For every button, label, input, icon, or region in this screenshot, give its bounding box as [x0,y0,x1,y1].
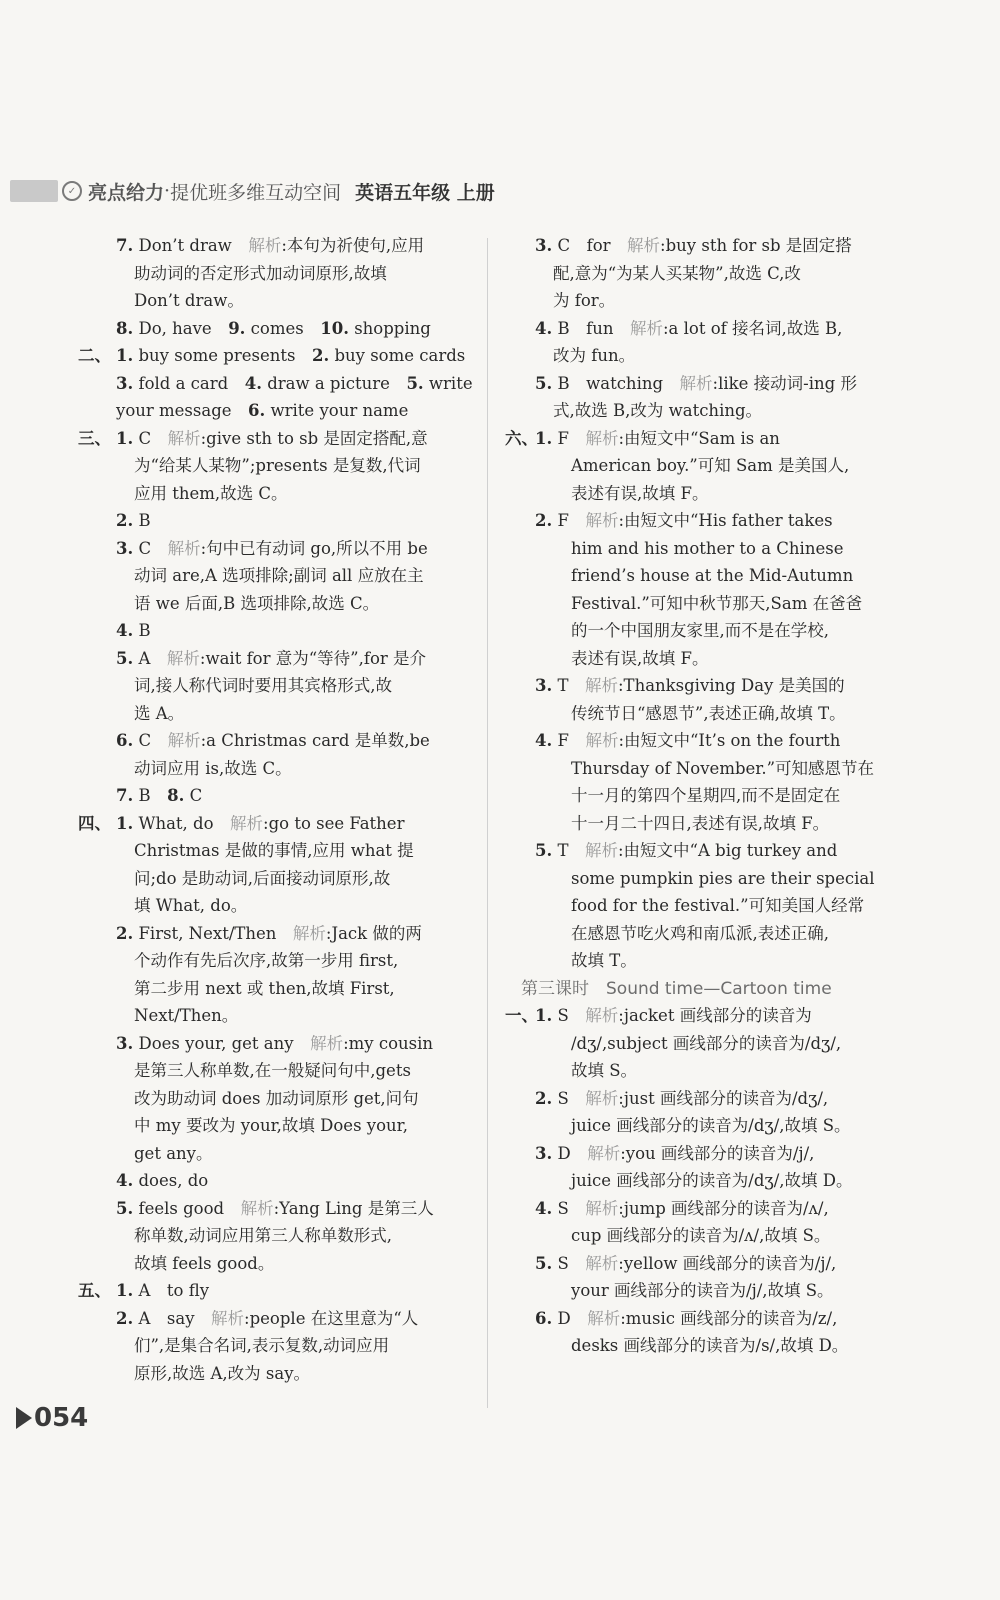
answer-text: friend’s house at the Mid-Autumn [571,566,854,585]
answer-text: 应用 them,故选 C。 [134,483,288,503]
answer-text: get any。 [134,1143,213,1163]
section-number: 六、 [505,428,538,448]
series-name: 亮点给力 [88,181,165,204]
answer-line [505,1332,890,1360]
answer-line [505,727,890,755]
answer-line [78,727,478,755]
answer-line [505,507,890,535]
answer-text: 改为 fun。 [553,346,636,365]
answer-text: food for the festival.”可知美国人经常 [571,896,865,915]
answer-line [78,1332,478,1360]
answer-text: 十一月二十四日,表述有误,故填 F。 [571,813,830,833]
answer-line [505,892,890,920]
answer-line [78,1112,478,1140]
answer-text: 故填 S。 [571,1061,638,1080]
answer-line [78,700,478,728]
answer-text: juice 画线部分的读音为/dʒ/,故填 S。 [571,1116,851,1135]
answer-text: Thursday of November.”可知感恩节在 [571,758,875,778]
answer-text: 7. Don’t draw 解析:本句为祈使句,应用 [116,236,425,255]
answer-text: 故填 T。 [571,951,637,970]
answer-text: 3. D 解析:you 画线部分的读音为/j/, [535,1143,815,1163]
answer-line [505,232,890,260]
answer-line [505,342,890,370]
answer-text: 助动词的否定形式加动词原形,故填 [134,263,387,283]
answer-text: your message 6. write your name [116,401,409,420]
answer-line [78,672,478,700]
answer-line [78,755,478,783]
answer-text: 选 A。 [134,703,185,723]
answer-text: 4. B fun 解析:a lot of 接名词,故选 B, [535,318,843,338]
answer-line [505,1167,890,1195]
answer-text: 为 for。 [553,291,616,310]
answer-line [78,1360,478,1388]
answer-line [78,1305,478,1333]
answer-text: 1. A to fly [116,1281,210,1300]
answer-line [505,1030,890,1058]
answer-text: 4. B [116,621,151,640]
answer-line [78,810,478,838]
answer-text: 中 my 要改为 your,故填 Does your, [134,1116,408,1135]
answer-line [505,947,890,975]
answer-text: 5. T 解析:由短文中“A big turkey and [535,841,838,860]
answer-text: 4. F 解析:由短文中“It’s on the fourth [535,731,841,750]
answer-line [78,1140,478,1168]
page-header [10,176,610,206]
answer-text: 1. F 解析:由短文中“Sam is an [535,428,780,448]
answer-text: 为“给某人某物”;presents 是复数,代词 [134,456,421,475]
answer-text: 1. What, do 解析:go to see Father [116,813,405,833]
answer-line [78,1222,478,1250]
answer-line [505,645,890,673]
right-answer-column [505,232,890,1360]
answer-line [505,672,890,700]
answer-line [78,975,478,1003]
answer-text: some pumpkin pies are their special [571,868,875,888]
answer-line [505,562,890,590]
answer-line [505,1085,890,1113]
answer-text: 3. fold a card 4. draw a picture 5. write [116,373,473,393]
answer-text: 表述有误,故填 F。 [571,483,709,503]
answer-line [505,1277,890,1305]
answer-line [505,590,890,618]
answer-line [78,947,478,975]
answer-text: 改为助动词 does 加动词原形 get,问句 [134,1088,419,1108]
answer-line [505,1305,890,1333]
answer-line [505,1195,890,1223]
answer-text: 表述有误,故填 F。 [571,648,709,668]
answer-line [78,260,478,288]
answer-text: desks 画线部分的读音为/s/,故填 D。 [571,1336,849,1355]
answer-line [78,342,478,370]
answer-line [505,865,890,893]
answer-text: juice 画线部分的读音为/dʒ/,故填 D。 [571,1171,853,1190]
answer-text: Christmas 是做的事情,应用 what 提 [134,841,414,860]
answer-line [505,480,890,508]
answer-text: 3. C 解析:句中已有动词 go,所以不用 be [116,538,428,558]
answer-text: 在感恩节吃火鸡和南瓜派,表述正确, [571,923,829,943]
answer-line [78,535,478,563]
answer-line [78,1085,478,1113]
answer-line [78,920,478,948]
section-number: 五、 [78,1281,111,1300]
answer-text: 语 we 后面,B 选项排除,故选 C。 [134,593,380,613]
answer-line [505,315,890,343]
answer-text: Festival.”可知中秋节那天,Sam 在爸爸 [571,593,863,613]
answer-line [505,782,890,810]
answer-text: 5. B watching 解析:like 接动词-ing 形 [535,373,857,393]
answer-text: cup 画线部分的读音为/ʌ/,故填 S。 [571,1226,831,1245]
answer-text: 称单数,动词应用第三人称单数形式, [134,1226,392,1245]
answer-line [78,425,478,453]
answer-text: 5. A 解析:wait for 意为“等待”,for 是介 [116,648,427,668]
answer-text: 动词 are,A 选项排除;副词 all 应放在主 [134,566,424,585]
answer-text: Don’t draw。 [134,291,244,310]
answer-line [505,810,890,838]
header-dot: · [164,180,171,202]
answer-text: 问;do 是助动词,后面接动词原形,故 [134,868,391,888]
section-number: 四、 [78,813,111,833]
answer-text: 式,故选 B,改为 watching。 [553,401,763,420]
answer-line [505,617,890,645]
answer-text: 们”,是集合名词,表示复数,动词应用 [134,1336,390,1355]
answer-text: 配,意为“为某人买某物”,故选 C,改 [553,263,801,283]
answer-line [78,1167,478,1195]
answer-text: 2. F 解析:由短文中“His father takes [535,511,833,530]
answer-line [505,1112,890,1140]
answer-line [505,287,890,315]
answer-text: 填 What, do。 [134,896,248,915]
answer-line [505,260,890,288]
answer-line [78,1030,478,1058]
answer-line [505,1222,890,1250]
answer-text: 3. C for 解析:buy sth for sb 是固定搭 [535,236,852,255]
answer-line [78,452,478,480]
answer-text: 2. A say 解析:people 在这里意为“人 [116,1308,419,1328]
answer-text: /dʒ/,subject 画线部分的读音为/dʒ/, [571,1033,842,1053]
answer-text: 8. Do, have 9. comes 10. shopping [116,318,431,338]
answer-line [505,535,890,563]
answer-text: 1. buy some presents 2. buy some cards [116,346,466,365]
lesson-heading [505,975,890,1003]
answer-text: 2. S 解析:just 画线部分的读音为/dʒ/, [535,1088,829,1108]
answer-text: 3. T 解析:Thanksgiving Day 是美国的 [535,676,845,695]
section-number: 二、 [78,346,111,365]
answer-text: 7. B 8. C [116,786,203,805]
answer-text: 的一个中国朋友家里,而不是在学校, [571,621,829,640]
header-bar-decoration [10,180,58,202]
answer-text: 1. C 解析:give sth to sb 是固定搭配,意 [116,428,428,448]
answer-line [78,1250,478,1278]
answer-text: 4. S 解析:jump 画线部分的读音为/ʌ/, [535,1198,829,1218]
answer-line [505,1140,890,1168]
answer-line [78,1057,478,1085]
answer-line [505,837,890,865]
answer-line [78,232,478,260]
answer-line [78,370,478,398]
answer-line [505,1057,890,1085]
answer-line [78,1277,478,1305]
answer-line [78,865,478,893]
answer-line [78,590,478,618]
answer-text: 动词应用 is,故选 C。 [134,758,292,778]
answer-text: 原形,故选 A,改为 say。 [134,1363,311,1383]
play-triangle-icon [16,1407,32,1429]
answer-line [78,837,478,865]
column-divider [487,238,488,1408]
answer-line [78,397,478,425]
answer-text: 3. Does your, get any 解析:my cousin [116,1033,434,1053]
answer-text: 词,接人称代词时要用其宾格形式,故 [134,676,392,695]
brand-logo-icon: ✓ [62,181,82,201]
answer-line [505,397,890,425]
answer-line [505,920,890,948]
answer-text: 第二步用 next 或 then,故填 First, [134,978,395,998]
page-number-text: 054 [34,1403,89,1433]
answer-text: 4. does, do [116,1171,209,1190]
answer-line [505,1250,890,1278]
answer-line [78,1195,478,1223]
answer-text: 1. S 解析:jacket 画线部分的读音为 [535,1006,812,1025]
answer-text: 5. feels good 解析:Yang Ling 是第三人 [116,1198,434,1218]
answer-text: 2. First, Next/Then 解析:Jack 做的两 [116,923,422,943]
answer-text: 个动作有先后次序,故第一步用 first, [134,951,399,970]
answer-line [78,562,478,590]
answer-text: Next/Then。 [134,1006,239,1025]
answer-line [78,892,478,920]
answer-line [505,1002,890,1030]
answer-line [505,370,890,398]
series-subtitle: 提优班多维互动空间 [170,181,342,204]
answer-line [78,287,478,315]
book-title: 英语五年级 上册 [355,181,495,204]
answer-line [78,782,478,810]
answer-line [505,425,890,453]
answer-text: 故填 feels good。 [134,1253,275,1273]
answer-text: 十一月的第四个星期四,而不是固定在 [571,786,841,805]
answer-line [505,700,890,728]
answer-text: 2. B [116,511,151,530]
page-number [16,1403,88,1433]
section-number: 一、 [505,1006,538,1025]
answer-line [78,480,478,508]
answer-text: 6. C 解析:a Christmas card 是单数,be [116,731,430,750]
answer-text: 5. S 解析:yellow 画线部分的读音为/j/, [535,1253,837,1273]
answer-line [78,617,478,645]
answer-line [505,755,890,783]
answer-line [78,645,478,673]
answer-text: American boy.”可知 Sam 是美国人, [571,456,850,475]
answer-text: 第三课时 Sound time—Cartoon time [521,978,832,999]
answer-line [78,507,478,535]
answer-text: him and his mother to a Chinese [571,538,844,558]
answer-text: 6. D 解析:music 画线部分的读音为/z/, [535,1308,838,1328]
answer-text: your 画线部分的读音为/j/,故填 S。 [571,1281,834,1300]
left-answer-column [78,232,478,1387]
section-number: 三、 [78,428,111,448]
answer-line [505,452,890,480]
answer-line [78,1002,478,1030]
answer-text: 传统节日“感恩节”,表述正确,故填 T。 [571,703,846,723]
answer-line [78,315,478,343]
answer-text: 是第三人称单数,在一般疑问句中,gets [134,1061,411,1080]
